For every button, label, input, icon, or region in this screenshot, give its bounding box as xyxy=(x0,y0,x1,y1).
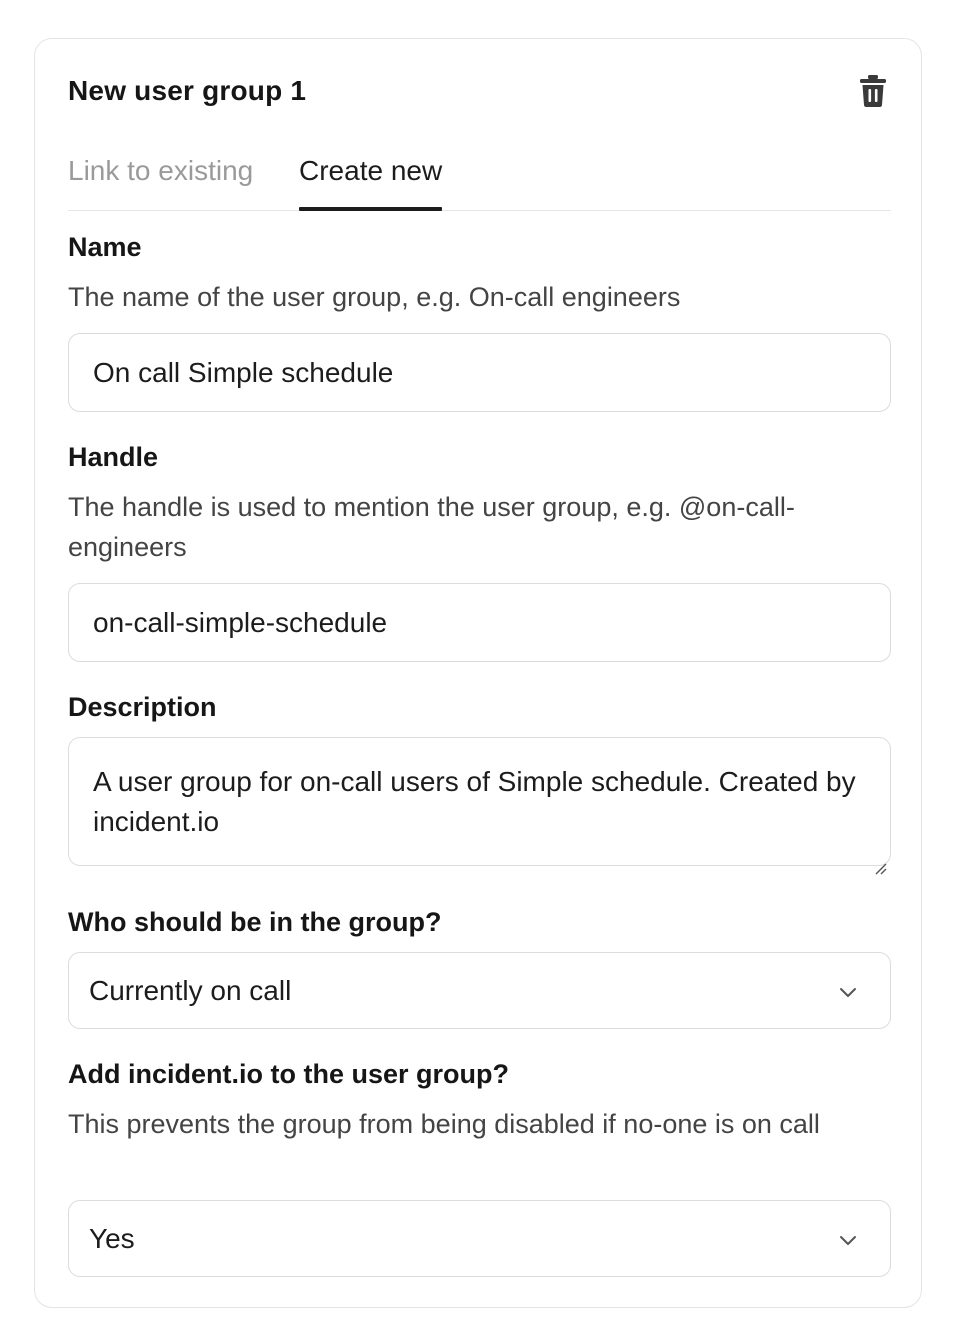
tab-link-to-existing[interactable] xyxy=(68,155,253,209)
name-input[interactable] xyxy=(68,333,891,412)
description-textarea[interactable] xyxy=(68,737,891,866)
add-bot-label: Add incident.io to the user group? xyxy=(68,1059,509,1089)
add-bot-selected-value: Yes xyxy=(89,1222,135,1254)
description-label: Description xyxy=(68,692,217,722)
tab-create-new[interactable] xyxy=(299,155,442,209)
name-help-text: The name of the user group, e.g. On-call engineers xyxy=(68,282,681,312)
chevron-down-icon xyxy=(836,979,860,1003)
resize-handle-icon[interactable] xyxy=(872,847,888,863)
handle-label: Handle xyxy=(68,442,159,472)
name-input-value: On call Simple schedule xyxy=(93,356,394,388)
membership-select[interactable] xyxy=(68,952,891,1029)
card-title: New user group 1 xyxy=(68,75,307,106)
tab-label: Link to existing xyxy=(68,155,254,186)
handle-input-value: on-call-simple-schedule xyxy=(93,606,388,638)
tab-bar xyxy=(68,155,891,211)
delete-group-button[interactable] xyxy=(853,73,893,113)
membership-label: Who should be in the group? xyxy=(68,907,442,937)
add-bot-select[interactable] xyxy=(68,1200,891,1277)
name-label: Name xyxy=(68,232,142,262)
trash-icon xyxy=(858,74,888,113)
tab-label: Create new xyxy=(299,155,443,186)
membership-selected-value: Currently on call xyxy=(89,974,292,1006)
handle-help-text: The handle is used to mention the user group, e.g. @on-call-engineers xyxy=(68,492,795,562)
user-group-card xyxy=(34,38,922,1308)
handle-input[interactable] xyxy=(68,583,891,662)
add-bot-help-text: This prevents the group from being disabled if no-one is on call xyxy=(68,1109,820,1139)
description-value: A user group for on-call users of Simple schedule. Created by incident.io xyxy=(93,766,856,837)
chevron-down-icon xyxy=(836,1227,860,1251)
active-tab-indicator xyxy=(299,207,442,211)
